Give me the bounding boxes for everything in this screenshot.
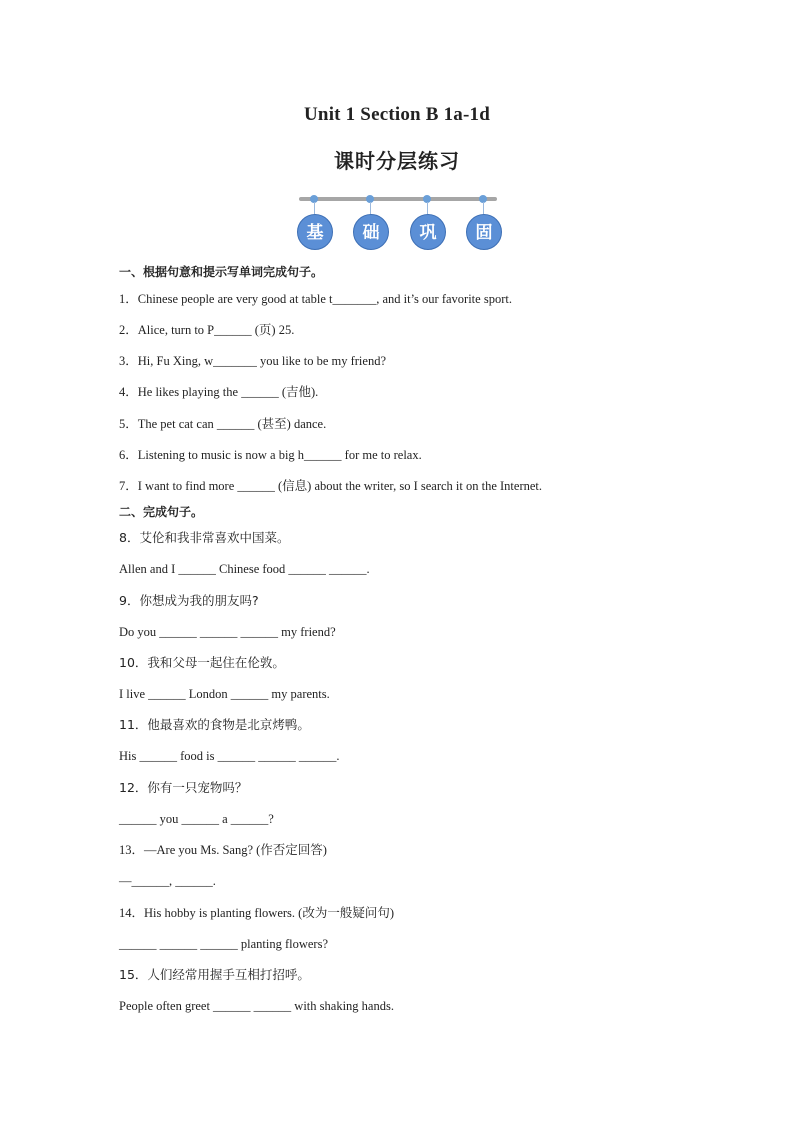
- question-9-answer: Do you ______ ______ ______ my friend?: [119, 625, 336, 639]
- question-15-prompt: 15．人们经常用握手互相打招呼。: [119, 967, 310, 982]
- question-13-answer: —______, ______.: [119, 874, 216, 888]
- banner-char-3: 巩: [410, 214, 446, 250]
- question-7: 7．I want to find more ______ (信息) about the writer, so I search it on the Internet.: [119, 479, 542, 493]
- page-title: Unit 1 Section B 1a-1d: [304, 104, 490, 125]
- page-subtitle: 课时分层练习: [334, 149, 460, 173]
- banner-char-2: 础: [353, 214, 389, 250]
- banner-stem: [314, 202, 315, 214]
- question-10-answer: I live ______ London ______ my parents.: [119, 687, 330, 701]
- question-8-prompt: 8．艾伦和我非常喜欢中国菜。: [119, 530, 290, 545]
- banner-stem: [483, 202, 484, 214]
- banner-char-1: 基: [297, 214, 333, 250]
- question-6: 6．Listening to music is now a big h______ for me to relax.: [119, 448, 422, 462]
- banner-stem: [427, 202, 428, 214]
- question-12-answer: ______ you ______ a ______?: [119, 812, 274, 826]
- question-3: 3．Hi, Fu Xing, w_______ you like to be my friend?: [119, 354, 386, 368]
- question-15-answer: People often greet ______ ______ with shaking hands.: [119, 999, 394, 1013]
- question-14-answer: ______ ______ ______ planting flowers?: [119, 937, 329, 951]
- question-13-prompt: 13．—Are you Ms. Sang? (作否定回答): [119, 843, 327, 857]
- question-11-answer: His ______ food is ______ ______ ______.: [119, 749, 340, 763]
- question-14-prompt: 14．His hobby is planting flowers. (改为一般疑问句): [119, 906, 394, 920]
- question-8-answer: Allen and I ______ Chinese food ______ ______.: [119, 562, 370, 576]
- question-12-prompt: 12．你有一只宠物吗？: [119, 780, 248, 795]
- section-heading-2: 二、完成句子。: [119, 505, 204, 519]
- question-2: 2．Alice, turn to P______ (页) 25.: [119, 323, 295, 337]
- question-11-prompt: 11．他最喜欢的食物是北京烤鸭。: [119, 717, 310, 732]
- section-heading-1: 一、根据句意和提示写单词完成句子。: [119, 265, 324, 279]
- question-1: 1．Chinese people are very good at table t_______, and it’s our favorite sport.: [119, 292, 512, 306]
- question-9-prompt: 9．你想成为我的朋友吗?: [119, 593, 259, 608]
- question-10-prompt: 10．我和父母一起住在伦敦。: [119, 655, 285, 670]
- question-5: 5．The pet cat can ______ (甚至) dance.: [119, 417, 327, 431]
- banner-char-4: 固: [466, 214, 502, 250]
- question-4: 4．He likes playing the ______ (吉他).: [119, 385, 319, 399]
- banner-stem: [370, 202, 371, 214]
- banner-bar: [299, 197, 497, 201]
- foundation-banner: [0, 192, 794, 252]
